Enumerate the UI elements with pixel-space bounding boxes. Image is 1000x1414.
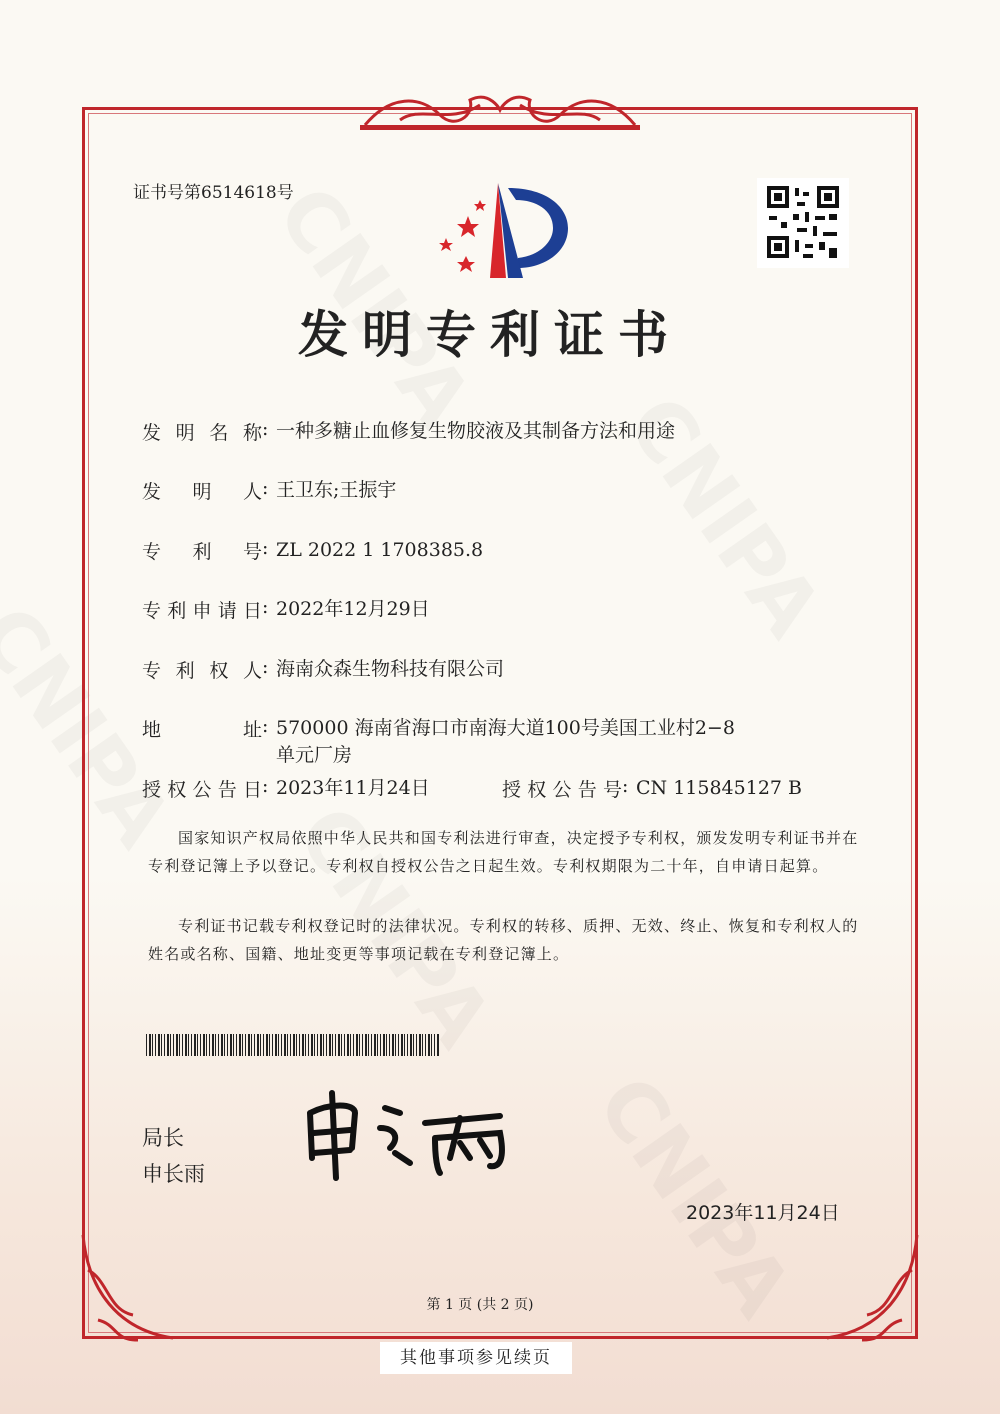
corner-ornament-icon: [822, 1230, 922, 1345]
field-patentee: 专利权人 : 海南众森生物科技有限公司: [142, 656, 505, 682]
continuation-note: 其他事项参见续页: [380, 1342, 572, 1374]
certificate-title: 发明专利证书: [298, 305, 682, 364]
field-patent-number: 专利号 : ZL 2022 1 1708385.8: [142, 537, 484, 563]
legal-paragraph-2: 专利证书记载专利权登记时的法律状况。专利权的转移、质押、无效、终止、恢复和专利权人的姓名或名称、国籍、地址变更等事项记载在专利登记簿上。: [148, 917, 859, 963]
field-invention-name: 发明名称 : 一种多糖止血修复生物胶液及其制备方法和用途: [142, 418, 676, 444]
top-ornament-icon: [360, 85, 640, 135]
qr-code-icon: [757, 178, 849, 268]
cnipa-logo-icon: [428, 178, 573, 288]
page-info: 第 1 页 (共 2 页): [426, 1297, 534, 1313]
field-filing-date: 专利申请日 : 2022年12月29日: [142, 596, 430, 622]
field-grant-date: 授权公告日 : 2023年11月24日 授权公告号 : CN 115845127 B: [142, 775, 802, 801]
corner-ornament-icon: [78, 1230, 178, 1345]
field-inventors: 发明人 : 王卫东;王振宇: [142, 477, 397, 503]
handwritten-signature: [300, 1088, 515, 1183]
signatory-name: 申长雨: [142, 1162, 205, 1186]
barcode: [146, 1034, 440, 1056]
field-address: 地址 : 570000 海南省海口市南海大道100号美国工业村2−8单元厂房: [142, 715, 735, 766]
signatory-role: 局长: [142, 1126, 184, 1150]
legal-paragraph-1: 国家知识产权局依照中华人民共和国专利法进行审查，决定授予专利权，颁发发明专利证书并在专利登记簿上予以登记。专利权自授权公告之日起生效。专利权期限为二十年，自申请日起算。: [148, 829, 859, 875]
certificate-number: 证书号第6514618号: [133, 183, 294, 203]
issue-date: 2023年11月24日: [686, 1202, 840, 1224]
